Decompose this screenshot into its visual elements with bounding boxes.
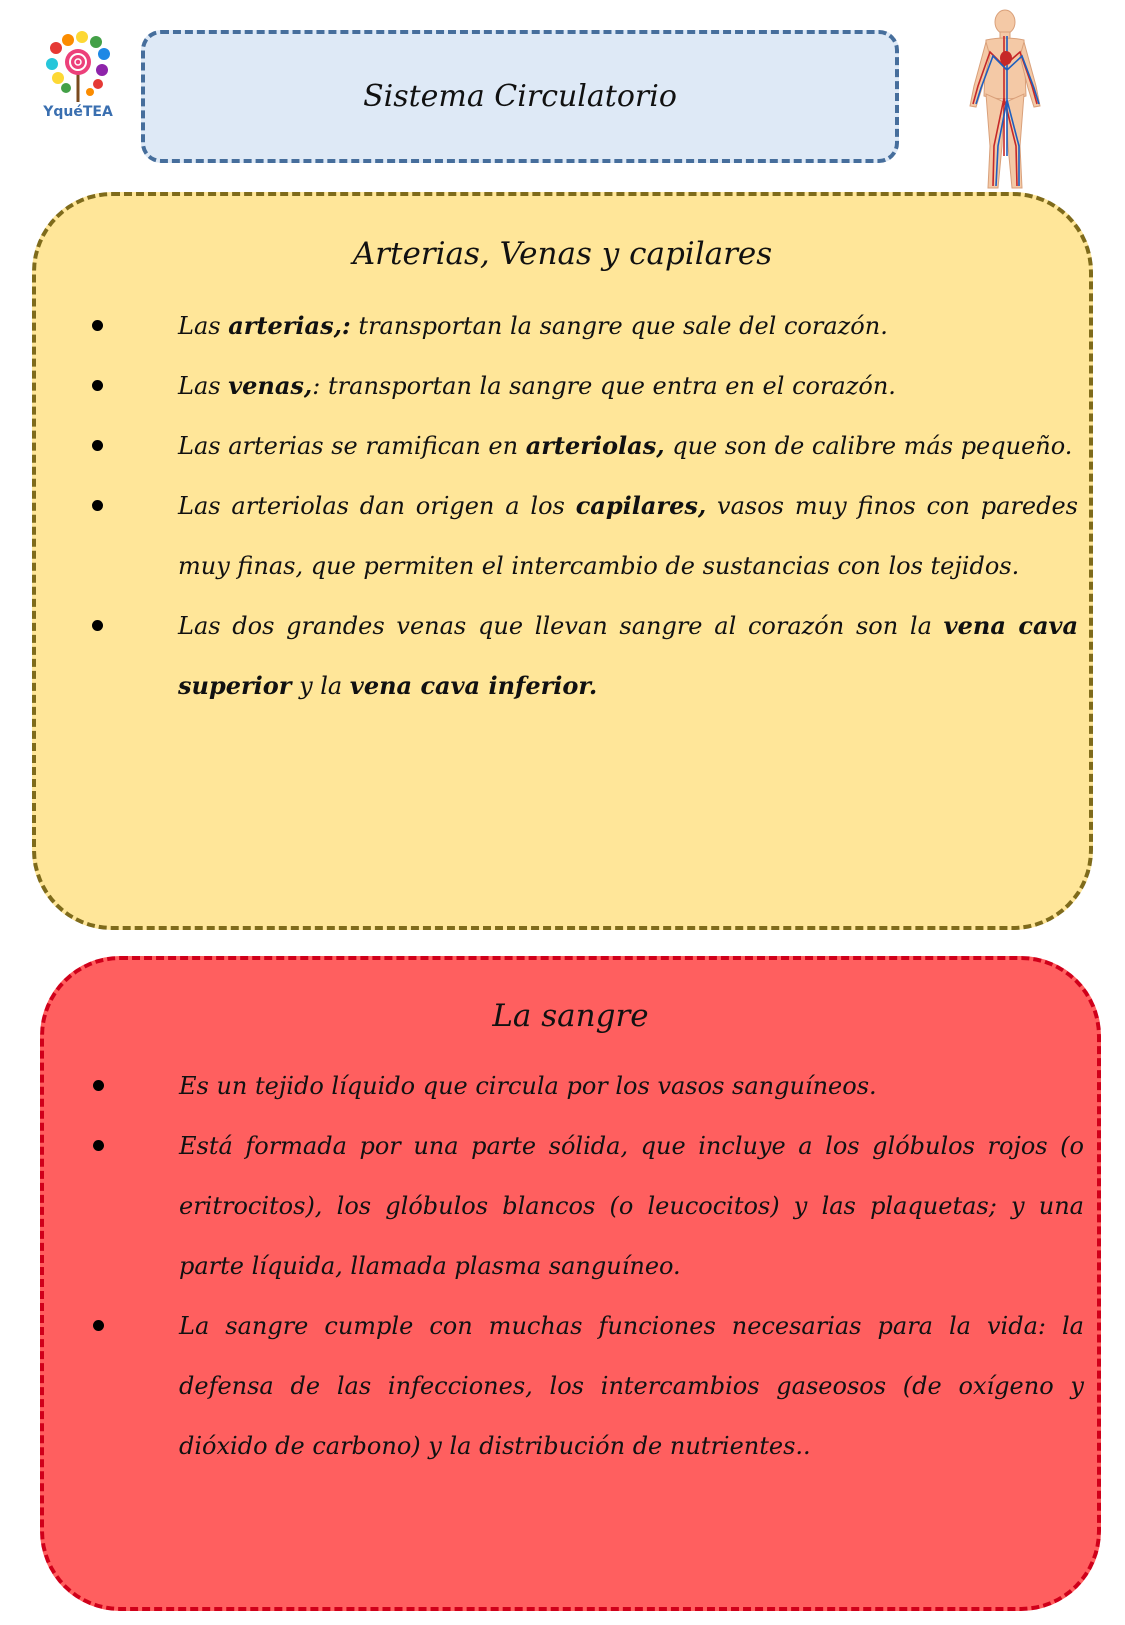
item-bold-text: venas, — [228, 371, 313, 400]
bullet-icon — [93, 1140, 104, 1151]
vessels-title: Arterias, Venas y capilares — [352, 236, 773, 272]
vessels-list — [88, 296, 1078, 716]
bullet-icon — [92, 440, 103, 451]
item-text: La sangre cumple con muchas funciones necesarias para la vida: la defensa de las infecciones, los intercambios gaseosos (de oxígeno y dióxido de carbono) y la distribución de nutrientes.. — [179, 1312, 1084, 1460]
page-title: Sistema Circulatorio — [363, 79, 677, 114]
bullet-icon — [92, 320, 103, 331]
item-text: Las arterias se ramifican en — [178, 432, 526, 460]
bullet-icon — [93, 1320, 104, 1331]
list-item — [88, 296, 1078, 356]
vessels-panel — [32, 192, 1093, 930]
item-text: y la — [291, 672, 350, 700]
bullet-icon — [92, 500, 103, 511]
item-text: Las — [178, 372, 229, 400]
lollipop-tree-icon — [38, 30, 118, 102]
item-text: transportan la sangre que sale del corazón. — [350, 312, 888, 340]
logo-text: YquéTEA — [43, 104, 113, 120]
item-text: vasos muy finos con paredes muy finas, que permiten el intercambio de sustancias con los tejidos. — [178, 492, 1078, 580]
item-text: Las — [178, 312, 229, 340]
item-text: Está formada por una parte sólida, que incluye a los glóbulos rojos (o eritrocitos), los glóbulos blancos (o leucocitos) y las plaquetas; y una parte líquida, llamada plasma sanguíneo. — [179, 1132, 1084, 1280]
item-text: : transportan la sangre que entra en el corazón. — [312, 372, 896, 400]
list-item — [89, 1116, 1084, 1296]
item-bold-text: arteriolas, — [525, 431, 665, 460]
human-circulatory-system-icon — [960, 6, 1050, 196]
blood-title: La sangre — [492, 998, 649, 1034]
list-item — [88, 416, 1078, 476]
list-item — [88, 356, 1078, 416]
list-item — [88, 596, 1078, 716]
list-item — [88, 476, 1078, 596]
bullet-icon — [92, 620, 103, 631]
item-text: Las arteriolas dan origen a los — [178, 492, 576, 520]
bullet-icon — [92, 380, 103, 391]
blood-panel — [40, 956, 1101, 1611]
bullet-icon — [93, 1080, 104, 1091]
list-item — [89, 1296, 1084, 1476]
item-bold-text: arterias,: — [228, 311, 351, 340]
item-text: Las dos grandes venas que llevan sangre al corazón son la — [178, 612, 944, 640]
title-box — [141, 30, 899, 163]
item-text: Es un tejido líquido que circula por los vasos sanguíneos. — [179, 1072, 877, 1100]
blood-list — [89, 1056, 1084, 1476]
item-text: que son de calibre más pequeño. — [664, 432, 1073, 460]
item-bold-text: capilares, — [575, 491, 707, 520]
item-bold-text: vena cava inferior. — [349, 671, 598, 700]
list-item — [89, 1056, 1084, 1116]
item-bold-text: vena cava superior — [178, 611, 1079, 700]
yquetea-logo — [38, 30, 118, 130]
